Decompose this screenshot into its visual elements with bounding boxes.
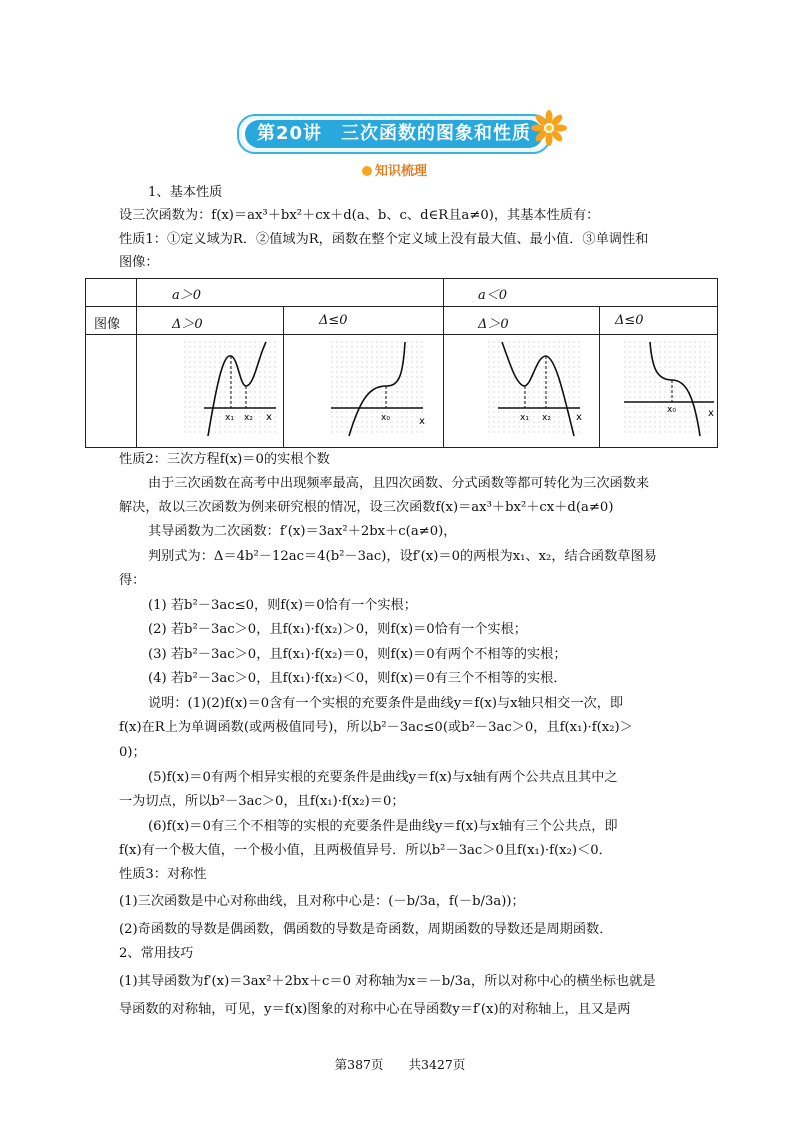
bullet-icon <box>362 166 372 176</box>
x0-label: x₀ <box>667 405 676 415</box>
text-line: (1)其导函数为f′(x)＝3ax²＋2bx＋c＝0 对称轴为x＝－b/3a，所以对称中心的横坐标也就是 <box>119 974 656 989</box>
title-banner <box>237 114 551 154</box>
heading-property-2: 性质2：三次方程f(x)＝0的实根个数 <box>119 452 330 467</box>
text-line: 得： <box>119 573 146 588</box>
x1-label: x₁ <box>520 413 529 423</box>
text-line: (5)f(x)＝0有两个相异实根的充要条件是曲线y＝f(x)与x轴有两个公共点且其中之 <box>148 770 618 785</box>
text-line: 导函数的对称轴，可见，y＝f(x)图象的对称中心在导函数y＝f′(x)的对称轴上，且又是两 <box>119 1002 631 1017</box>
text-line: f(x)有一个极大值，一个极小值，且两极值异号．所以b²－3ac＞0且f(x₁)·f(x₂)＜0． <box>119 843 612 858</box>
page-footer: 第387页 共3427页 <box>334 1057 466 1072</box>
case-2: (2) 若b²－3ac＞0，且f(x₁)·f(x₂)＞0，则f(x)＝0恰有一个实根； <box>148 622 527 637</box>
header-a-positive: a＞0 <box>172 288 202 303</box>
case-1: (1) 若b²－3ac≤0，则f(x)＝0恰有一个实根； <box>148 598 417 613</box>
x-axis-label: x <box>419 416 425 427</box>
section-heading <box>362 160 427 179</box>
text-line: 图像： <box>119 255 159 270</box>
delta-positive-2: Δ＞0 <box>478 317 509 332</box>
delta-le-1: Δ≤0 <box>319 313 348 328</box>
x2-label: x₂ <box>244 413 253 423</box>
text-line: f(x)在R上为单调函数(或两极值同号)，所以b²－3ac≤0(或b²－3ac＞0，且f(x₁)·f(x₂)＞ <box>119 720 633 735</box>
graph-a-pos-delta-le <box>331 336 431 444</box>
text-line: 其导函数为二次函数：f′(x)＝3ax²＋2bx＋c(a≠0)， <box>148 524 457 539</box>
text-line: 说明：(1)(2)f(x)＝0含有一个实根的充要条件是曲线y＝f(x)与x轴只相交一次，即 <box>148 696 624 711</box>
text-line: 性质1：①定义域为R．②值域为R，函数在整个定义域上没有最大值、最小值．③单调性和 <box>119 232 649 247</box>
case-4: (4) 若b²－3ac＞0，且f(x₁)·f(x₂)＜0，则f(x)＝0有三个不相等的实根． <box>148 671 567 686</box>
header-a-negative: a＜0 <box>478 288 508 303</box>
text-line: (2)奇函数的导数是偶函数，偶函数的导数是奇函数，周期函数的导数还是周期函数． <box>119 922 613 937</box>
text-line: 0)； <box>119 745 146 760</box>
x1-label: x₁ <box>225 413 234 423</box>
case-3: (3) 若b²－3ac＞0，且f(x₁)·f(x₂)＝0，则f(x)＝0有两个不相等的实根； <box>148 647 567 662</box>
row-label: 图像 <box>94 317 121 332</box>
heading-common-techniques: 2、常用技巧 <box>119 946 194 961</box>
flower-icon <box>531 110 567 146</box>
graph-a-neg-delta-le <box>624 336 718 444</box>
heading-basic-properties: 1、基本性质 <box>148 185 223 200</box>
graph-a-pos-delta-pos <box>184 336 284 444</box>
x0-label: x₀ <box>381 413 390 423</box>
text-line: 由于三次函数在高考中出现频率最高，且四次函数、分式函数等都可转化为三次函数来 <box>148 476 650 491</box>
text-line: (1)三次函数是中心对称曲线，且对称中心是：(－b/3a，f(－b/3a))； <box>119 894 525 909</box>
delta-positive-1: Δ＞0 <box>172 317 203 332</box>
title-banner-fill <box>245 120 543 148</box>
x-axis-label: x <box>708 408 714 419</box>
text-line: 设三次函数为：f(x)＝ax³＋bx²＋cx＋d(a、b、c、d∈R且a≠0)，其基本性质有： <box>119 208 600 223</box>
delta-le-2: Δ≤0 <box>615 313 644 328</box>
text-line: (6)f(x)＝0有三个不相等的实根的充要条件是曲线y＝f(x)与x轴有三个公共点，即 <box>148 819 618 834</box>
text-line: 判别式为：Δ＝4b²－12ac＝4(b²－3ac)，设f′(x)＝0的两根为x₁、x₂，结合函数草图易 <box>148 549 657 564</box>
x-axis-label: x <box>266 412 272 423</box>
property-table <box>85 278 718 448</box>
section-heading-text: 知识梳理 <box>375 164 428 179</box>
x2-label: x₂ <box>542 413 551 423</box>
text-line: 解决，故以三次函数为例来研究根的情况，设三次函数f(x)＝ax³＋bx²＋cx＋d(a≠0) <box>119 500 614 515</box>
heading-property-3: 性质3：对称性 <box>119 867 207 882</box>
text-line: 一为切点，所以b²－3ac＞0，且f(x₁)·f(x₂)＝0； <box>119 794 405 809</box>
page-title: 第20讲 三次函数的图象和性质 <box>256 123 532 144</box>
x-axis-label: x <box>576 412 582 423</box>
graph-a-neg-delta-pos <box>488 336 588 444</box>
